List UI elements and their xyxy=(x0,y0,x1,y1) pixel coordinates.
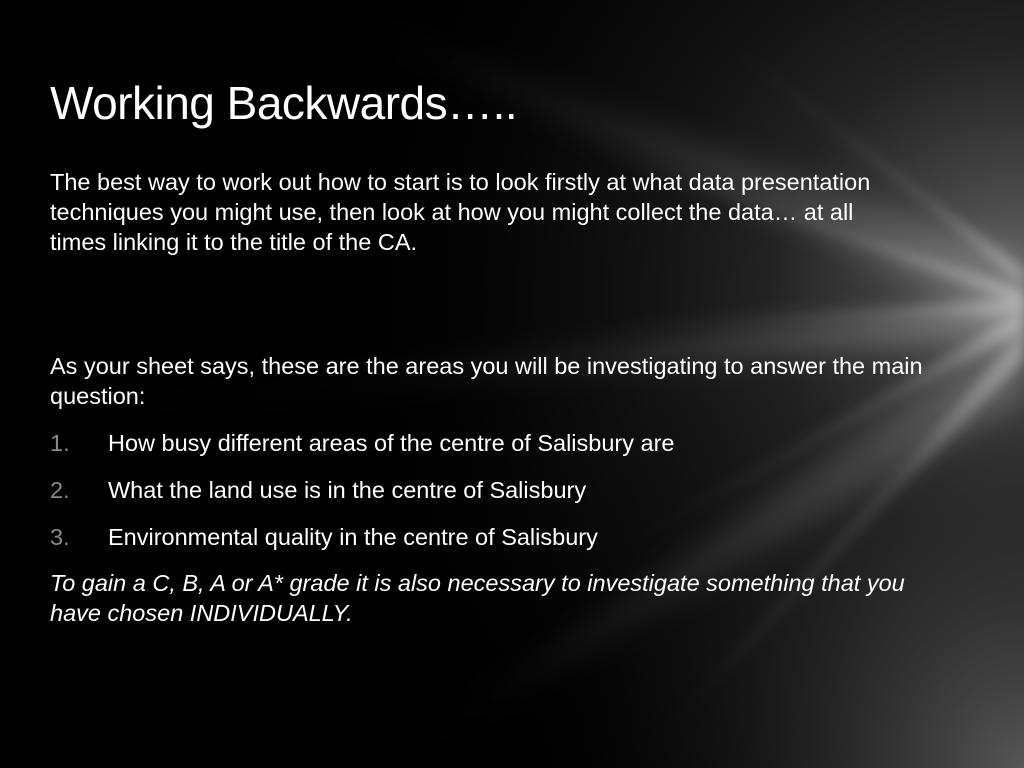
slide-title: Working Backwards….. xyxy=(50,77,518,129)
list-text: Environmental quality in the centre of Salisbury xyxy=(108,524,598,550)
list-number: 2. xyxy=(50,477,70,503)
italic-note: To gain a C, B, A or A* grade it is also necessary to investigate something that you have chosen INDIVIDUALLY. xyxy=(50,570,905,626)
lead-paragraph: As your sheet says, these are the areas you will be investigating to answer the main question: xyxy=(50,353,923,409)
list-number: 1. xyxy=(50,430,70,456)
intro-paragraph: The best way to work out how to start is to look firstly at what data presentation techniques you might use, then look at how you might collect the data… at all times linking it to the title of the CA. xyxy=(50,169,871,255)
list-number: 3. xyxy=(50,524,70,550)
list-text: How busy different areas of the centre of Salisbury are xyxy=(108,430,675,456)
list-text: What the land use is in the centre of Salisbury xyxy=(108,477,587,503)
